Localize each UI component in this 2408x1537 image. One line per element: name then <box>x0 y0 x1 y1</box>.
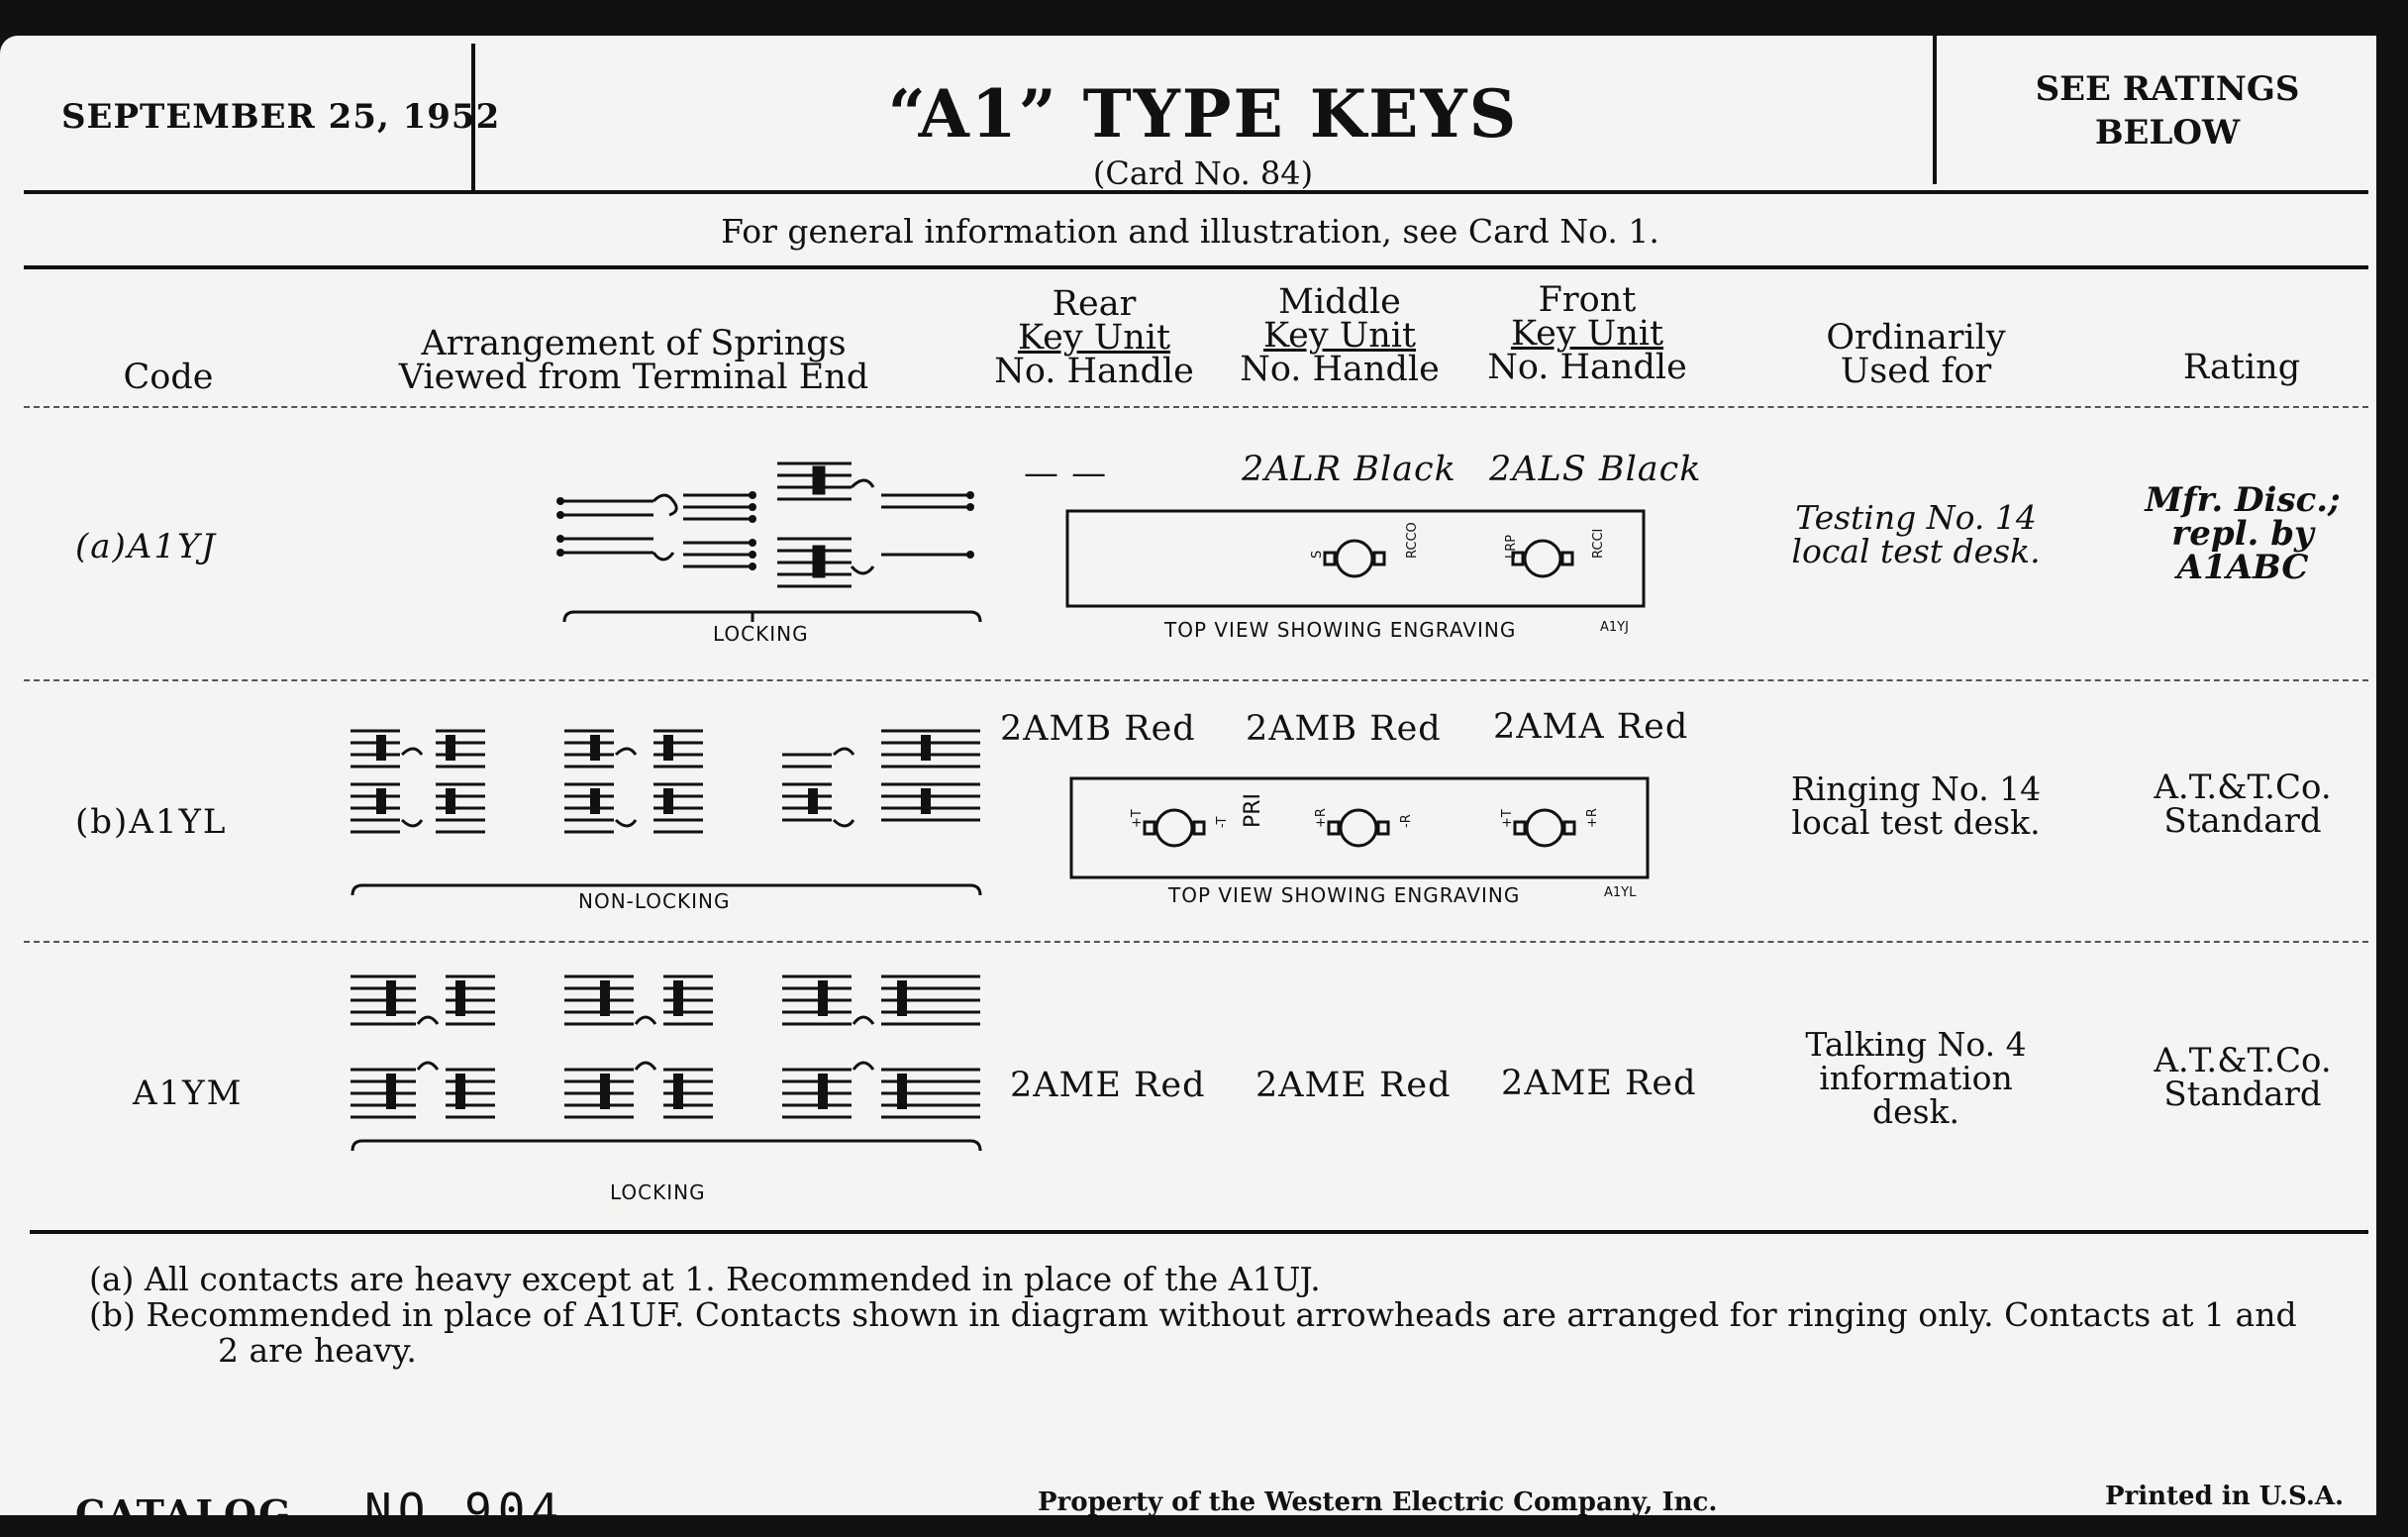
row-b-rating <box>2119 768 2366 841</box>
top-view-id-b: A1YL <box>1604 885 1637 900</box>
col-header-middle-line: Middle <box>1278 282 1401 322</box>
row-c-rating-line: A.T.&T.Co. <box>2154 1041 2332 1080</box>
top-view-caption-b: TOP VIEW SHOWING ENGRAVING <box>1168 883 1521 907</box>
col-header-springs <box>386 324 881 397</box>
row-a-rating-line: Mfr. Disc.; <box>2145 480 2341 520</box>
row-a-rating-line: repl. by <box>2171 514 2314 554</box>
col-header-rear <box>990 284 1198 391</box>
row-b-rating-line: A.T.&T.Co. <box>2154 768 2332 807</box>
col-header-springs-line: Arrangement of Springs <box>421 324 847 363</box>
col-header-middle <box>1236 282 1444 389</box>
header-divider-right <box>1933 36 1937 184</box>
engraving-label: -R <box>1399 814 1414 828</box>
spring-diagram-a1yj <box>554 456 990 644</box>
col-header-code <box>109 358 228 397</box>
spring-caption-a: LOCKING <box>713 622 809 646</box>
row-a-used-for <box>1762 498 2069 570</box>
card-number: (Card No. 84) <box>1092 154 1314 192</box>
engraving-label: +R <box>1585 808 1600 828</box>
ratings-note-line: BELOW <box>2094 113 2241 153</box>
engraving-label: RCCI <box>1591 528 1606 559</box>
row-b-middle-handle: 2AMB Red <box>1246 709 1442 749</box>
engraving-label: +R <box>1314 808 1329 828</box>
header-bottom-rule <box>24 406 2368 408</box>
row-c-rear-handle: 2AME Red <box>1010 1066 1206 1105</box>
engraving-label: RCCO <box>1405 522 1420 559</box>
engraving-label: +T <box>1500 809 1515 828</box>
row-a-rear-handle: — — <box>1024 454 1108 493</box>
col-header-used <box>1782 318 2050 391</box>
col-header-front-handle: No. Handle <box>1487 348 1687 387</box>
row-c-used-for <box>1762 1025 2069 1131</box>
general-info: For general information and illustration, see Card No. 1. <box>721 212 1659 251</box>
row-a-rule <box>24 679 2368 681</box>
row-c-code: A1YM <box>133 1074 244 1113</box>
col-header-front <box>1483 280 1691 387</box>
info-rule <box>24 265 2368 269</box>
top-view-a1yl <box>1069 776 1650 879</box>
col-header-used-line: Used for <box>1840 352 1992 391</box>
row-c-middle-handle: 2AME Red <box>1255 1066 1452 1105</box>
issue-date: SEPTEMBER 25, 1952 <box>61 97 501 137</box>
col-header-used-line: Ordinarily <box>1826 318 2006 358</box>
row-b-code: (b)A1YL <box>75 802 228 842</box>
col-header-springs-line: Viewed from Terminal End <box>398 358 869 397</box>
engraving-label: S <box>1310 550 1325 559</box>
ratings-note <box>1953 67 2382 154</box>
card-title: “A1” TYPE KEYS <box>887 75 1519 153</box>
row-b-rule <box>24 941 2368 943</box>
spring-diagram-a1yl <box>347 725 990 913</box>
printed-notice: Printed in U.S.A. <box>2105 1482 2345 1511</box>
row-c-used-line: information <box>1819 1059 2013 1097</box>
top-view-caption-a: TOP VIEW SHOWING ENGRAVING <box>1164 618 1517 642</box>
footnote-a: (a) All contacts are heavy except at 1. Recommended in place of the A1UJ. <box>89 1260 1321 1298</box>
row-c-used-line: Talking No. 4 <box>1805 1025 2027 1064</box>
catalog-label: CATALOG <box>75 1491 293 1536</box>
row-a-code: (a)A1YJ <box>75 527 218 566</box>
engraving-label: PRI <box>1241 792 1265 828</box>
col-header-rating <box>2153 348 2331 387</box>
row-a-rating <box>2119 480 2366 587</box>
col-header-rear-line: Key Unit <box>1017 318 1171 358</box>
catalog-number: NO 904 <box>364 1484 565 1537</box>
top-view-a1yj <box>1065 509 1646 608</box>
catalog-card <box>0 36 2376 1537</box>
row-c-rating <box>2119 1041 2366 1114</box>
row-c-rating-line: Standard <box>2163 1075 2322 1114</box>
row-a-used-line: local test desk. <box>1791 532 2041 570</box>
col-header-rear-line: Rear <box>1052 284 1137 324</box>
footnote-b: (b) Recommended in place of A1UF. Contacts shown in diagram without arrowheads are arranged for ringing only. Contacts at 1 and <box>89 1295 2297 1334</box>
row-b-rating-line: Standard <box>2163 801 2322 841</box>
footnote-b-cont: 2 are heavy. <box>218 1331 417 1370</box>
table-bottom-rule <box>30 1230 2368 1234</box>
row-a-rating-line: A1ABC <box>2176 548 2309 587</box>
row-b-rear-handle: 2AMB Red <box>1000 709 1196 749</box>
col-header-rating-label: Rating <box>2182 348 2301 387</box>
property-notice: Property of the Western Electric Company, Inc. <box>1038 1487 1718 1517</box>
ratings-note-line: SEE RATINGS <box>2035 69 2300 109</box>
row-a-front-handle: 2ALS Black <box>1489 450 1702 489</box>
col-header-rear-handle: No. Handle <box>994 352 1194 391</box>
engraving-label: +T <box>1130 809 1145 828</box>
row-a-middle-handle: 2ALR Black <box>1242 450 1456 489</box>
row-b-used-line: Ringing No. 14 <box>1790 769 2042 808</box>
col-header-middle-handle: No. Handle <box>1240 350 1440 389</box>
row-b-used-for <box>1762 769 2069 842</box>
col-header-front-line: Key Unit <box>1510 314 1664 354</box>
row-b-used-line: local test desk. <box>1791 803 2041 842</box>
spring-diagram-a1ym <box>347 967 990 1171</box>
row-a-used-line: Testing No. 14 <box>1795 498 2037 537</box>
col-header-code-label: Code <box>123 358 214 397</box>
engraving-label: LRP <box>1504 534 1519 559</box>
engraving-label: -T <box>1215 816 1230 828</box>
spring-caption-b: NON-LOCKING <box>578 889 731 913</box>
spring-caption-c: LOCKING <box>610 1180 706 1204</box>
footnotes <box>89 1262 2297 1369</box>
row-c-front-handle: 2AME Red <box>1501 1064 1697 1103</box>
row-c-used-line: desk. <box>1871 1092 1960 1131</box>
top-view-id-a: A1YJ <box>1600 620 1629 635</box>
col-header-front-line: Front <box>1538 280 1637 320</box>
col-header-middle-line: Key Unit <box>1262 316 1417 356</box>
row-b-front-handle: 2AMA Red <box>1493 707 1689 747</box>
